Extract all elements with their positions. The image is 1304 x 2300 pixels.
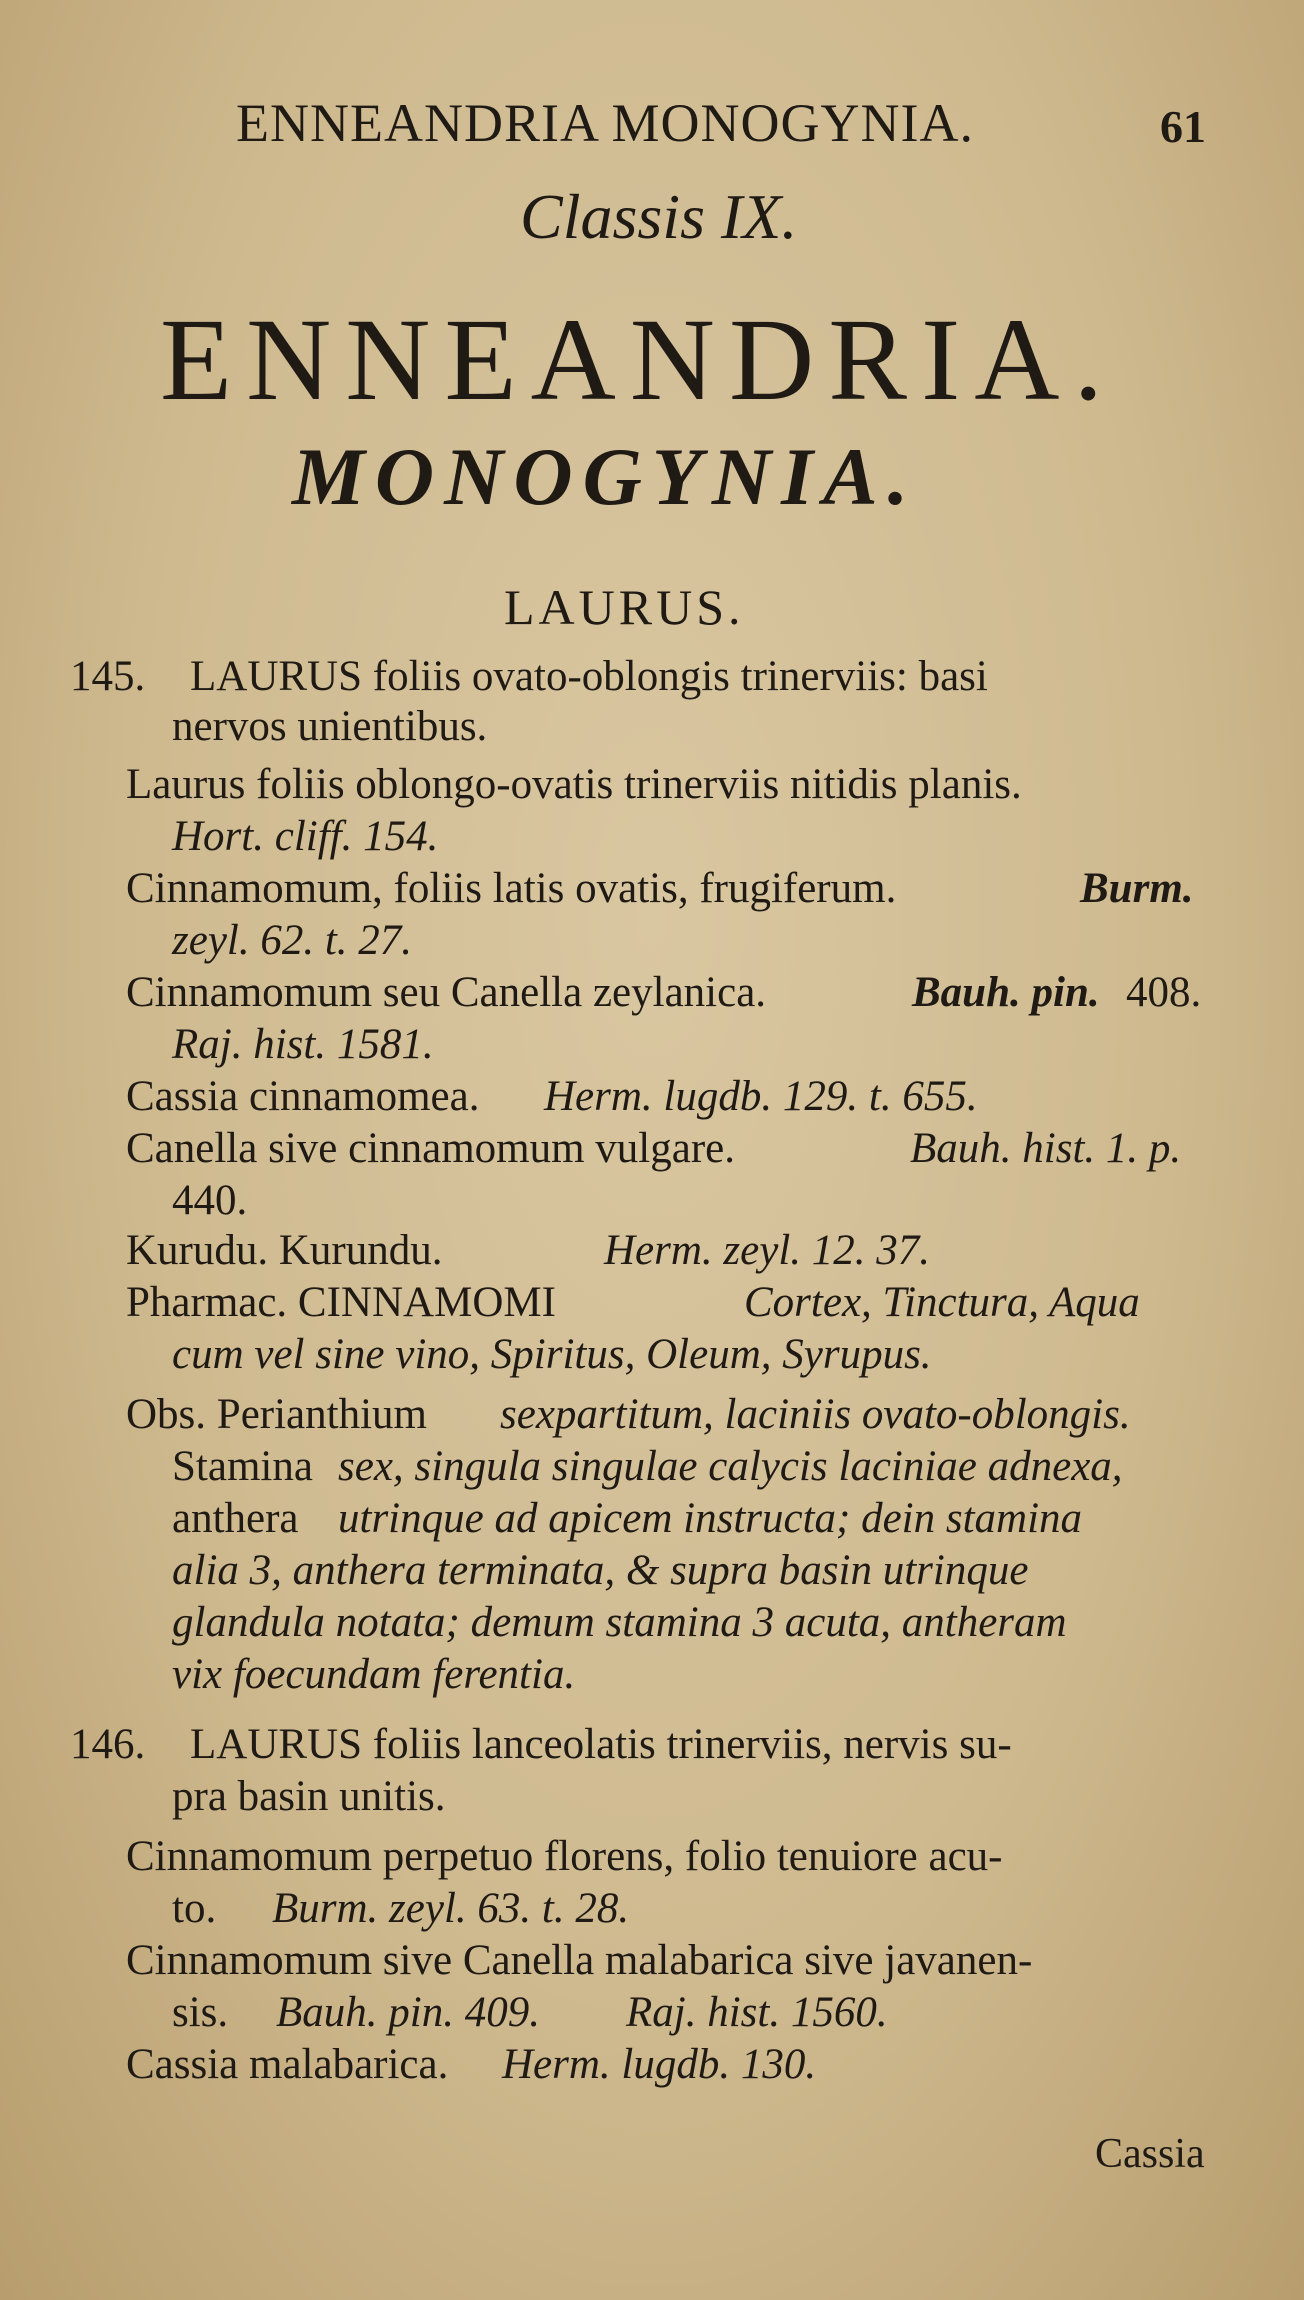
entry-number: 145. <box>70 653 146 700</box>
synonym-ref: Herm. lugdb. 129. t. 655. <box>544 1073 978 1120</box>
synonym-ref: Burm. zeyl. 63. t. 28. <box>272 1885 630 1932</box>
synonym-line: Cinnamomum seu Canella zeylanica. <box>126 969 767 1016</box>
observation-line: utrinque ad apicem instructa; dein stamina <box>338 1495 1083 1542</box>
class-number: Classis IX. <box>520 181 798 252</box>
observation-line: alia 3, anthera terminata, & supra basin utrinque <box>172 1547 1029 1594</box>
genus-heading: LAURUS. <box>504 579 745 635</box>
synonym-ref: 408. <box>1126 969 1202 1016</box>
catchword: Cassia <box>1095 2131 1205 2177</box>
synonym-ref: Bauh. hist. 1. p. <box>910 1125 1182 1172</box>
synonym-ref: zeyl. 62. t. 27. <box>172 917 413 964</box>
synonym-line: Laurus foliis oblongo-ovatis trinerviis nitidis planis. <box>126 761 1022 808</box>
synonym-ref: Bauh. pin. 409. <box>276 1989 540 2036</box>
synonym-line: Cinnamomum sive Canella malabarica sive javanen- <box>126 1937 1033 1984</box>
synonym-line: Cassia cinnamomea. <box>126 1073 480 1120</box>
synonym-line: Cassia malabarica. <box>126 2041 449 2088</box>
synonym-line: Canella sive cinnamomum vulgare. <box>126 1125 735 1172</box>
observation-line: Obs. Perianthium <box>126 1391 427 1438</box>
synonym-ref: Herm. lugdb. 130. <box>502 2041 817 2088</box>
synonym-ref: Herm. zeyl. 12. 37. <box>604 1227 931 1274</box>
entry-number: 146. <box>70 1721 146 1768</box>
observation-line: vix foecundam ferentia. <box>172 1651 576 1698</box>
order-title: MONOGYNIA. <box>292 431 919 522</box>
pharmacy-products: Cortex, Tinctura, Aqua <box>744 1279 1140 1326</box>
observation-line: sexpartitum, laciniis ovato-oblongis. <box>500 1391 1131 1438</box>
class-title: ENNEANDRIA. <box>160 294 1117 425</box>
pharmacy-line: Pharmac. CINNAMOMI <box>126 1279 556 1326</box>
synonym-line: Kurudu. Kurundu. <box>126 1227 443 1274</box>
observation-line: Stamina <box>172 1443 313 1490</box>
diagnosis-line: nervos unientibus. <box>172 703 488 750</box>
diagnosis-line: pra basin unitis. <box>172 1773 446 1820</box>
synonym-line: Cinnamomum, foliis latis ovatis, frugiferum. <box>126 865 897 912</box>
synonym-ref: Burm. <box>1080 865 1194 912</box>
diagnosis-line: LAURUS foliis lanceolatis trinerviis, nervis su- <box>190 1721 1012 1768</box>
running-head: ENNEANDRIA MONOGYNIA. <box>236 93 974 153</box>
page-number: 61 <box>1160 101 1206 152</box>
synonym-line: Cinnamomum perpetuo florens, folio tenuiore acu- <box>126 1833 1003 1880</box>
synonym-line: sis. <box>172 1989 229 2036</box>
observation-line: anthera <box>172 1495 299 1542</box>
synonym-line: to. <box>172 1885 217 1932</box>
synonym-ref: Hort. cliff. 154. <box>172 813 439 860</box>
synonym-ref: Raj. hist. 1560. <box>626 1989 888 2036</box>
diagnosis-line: LAURUS foliis ovato-oblongis trinerviis: basi <box>190 653 988 700</box>
synonym-ref: Bauh. pin. <box>912 969 1100 1016</box>
observation-line: sex, singula singulae calycis laciniae adnexa, <box>338 1443 1123 1490</box>
synonym-ref: 440. <box>172 1177 248 1224</box>
synonym-ref: Raj. hist. 1581. <box>172 1021 434 1068</box>
observation-line: glandula notata; demum stamina 3 acuta, antheram <box>172 1599 1067 1646</box>
pharmacy-products: cum vel sine vino, Spiritus, Oleum, Syrupus. <box>172 1331 932 1378</box>
